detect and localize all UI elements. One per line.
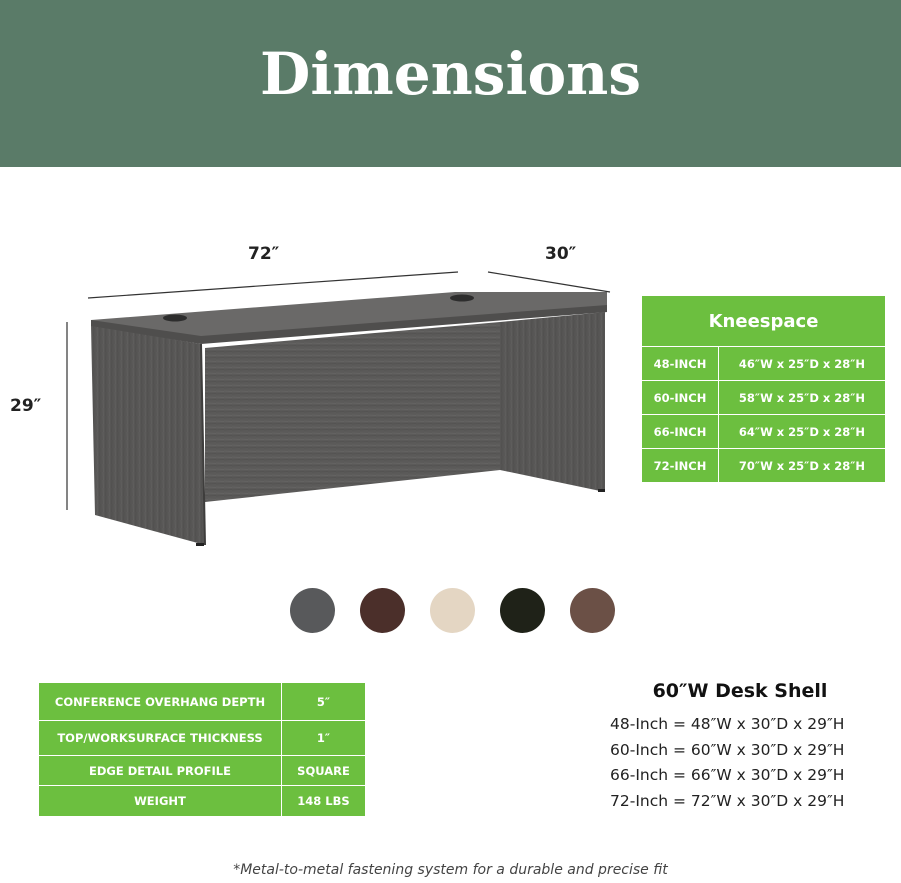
swatch-gray[interactable] xyxy=(290,588,335,633)
kneespace-title: Kneespace xyxy=(642,296,886,347)
swatch-black[interactable] xyxy=(500,588,545,633)
spec-value: 5″ xyxy=(282,683,366,721)
height-label: 29″ xyxy=(10,396,42,416)
spec-value: SQUARE xyxy=(282,756,366,786)
width-dimension-line xyxy=(88,272,458,298)
spec-label: CONFERENCE OVERHANG DEPTH xyxy=(39,683,282,721)
kneespace-size: 60-INCH xyxy=(642,381,719,415)
table-row xyxy=(39,756,366,786)
desk-shell-sizes xyxy=(610,680,870,814)
swatch-natural[interactable] xyxy=(430,588,475,633)
spec-label: EDGE DETAIL PROFILE xyxy=(39,756,282,786)
desk-right-panel xyxy=(500,312,605,492)
grommet-left xyxy=(163,315,187,322)
table-row xyxy=(39,683,366,721)
kneespace-value: 58″W x 25″D x 28″H xyxy=(719,381,886,415)
kneespace-value: 64″W x 25″D x 28″H xyxy=(719,415,886,449)
spec-value: 1″ xyxy=(282,721,366,756)
desk-shell-line: 48-Inch = 48″W x 30″D x 29″H xyxy=(610,715,845,733)
kneespace-size: 72-INCH xyxy=(642,449,719,483)
kneespace-value: 46″W x 25″D x 28″H xyxy=(719,347,886,381)
kneespace-size: 66-INCH xyxy=(642,415,719,449)
desk-shell-title: 60″W Desk Shell xyxy=(652,680,828,702)
grommet-right xyxy=(450,295,474,302)
table-row xyxy=(39,721,366,756)
kneespace-table xyxy=(641,295,886,483)
footnote: *Metal-to-metal fastening system for a durable and precise fit xyxy=(233,862,668,878)
specs-table xyxy=(38,682,366,817)
swatch-walnut[interactable] xyxy=(570,588,615,633)
desk-shell-line: 66-Inch = 66″W x 30″D x 29″H xyxy=(610,766,845,784)
desk-shell-line: 72-Inch = 72″W x 30″D x 29″H xyxy=(610,791,845,810)
desk-shell-line: 60-Inch = 60″W x 30″D x 29″H xyxy=(610,740,845,759)
width-label: 72″ xyxy=(248,244,280,264)
table-row xyxy=(642,381,886,415)
table-row xyxy=(642,347,886,381)
table-row xyxy=(642,415,886,449)
swatch-dark-brown[interactable] xyxy=(360,588,405,633)
kneespace-size: 48-INCH xyxy=(642,347,719,381)
page-title: Dimensions xyxy=(260,40,641,108)
spec-label: TOP/WORKSURFACE THICKNESS xyxy=(39,721,282,756)
depth-label: 30″ xyxy=(545,244,577,264)
depth-dimension-line xyxy=(488,272,610,292)
table-row xyxy=(642,449,886,483)
spec-label: WEIGHT xyxy=(39,786,282,817)
desk-left-panel xyxy=(91,326,205,545)
desk-modesty-panel xyxy=(205,322,500,502)
spec-value: 148 LBS xyxy=(282,786,366,817)
kneespace-value: 70″W x 25″D x 28″H xyxy=(719,449,886,483)
table-row xyxy=(39,786,366,817)
